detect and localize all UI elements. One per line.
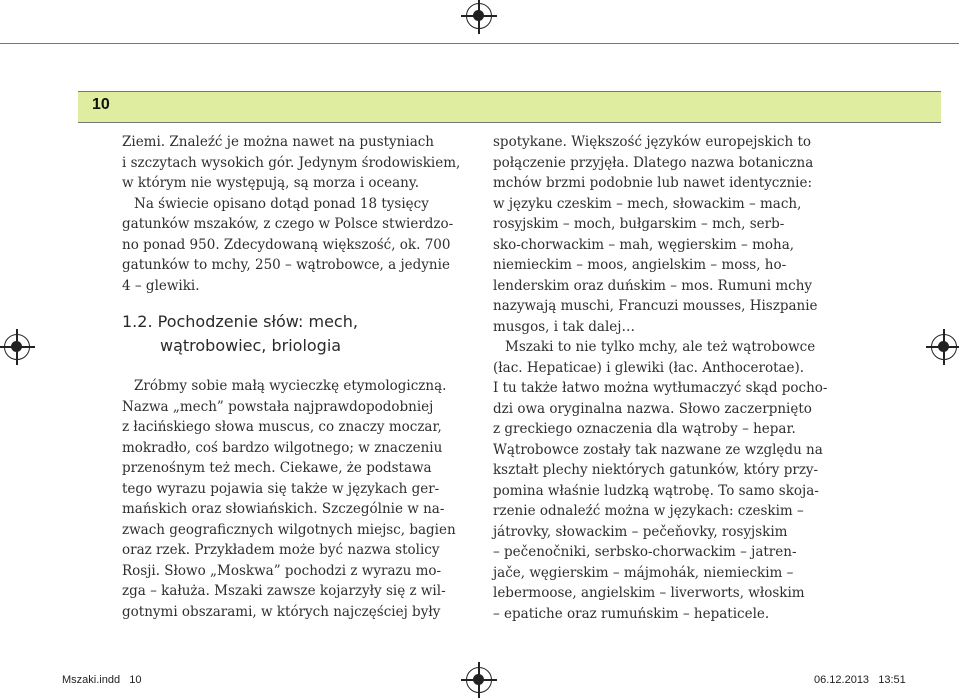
text-line: spotykane. Większość języków europejskich to — [493, 134, 811, 150]
text-line: i szczytach wysokich gór. Jedynym środowiskiem, — [122, 154, 461, 171]
text-line: – pečenočniki, serbsko-chorwackim – jatren- — [493, 544, 797, 560]
header-band — [78, 91, 941, 123]
text-line: sko-chorwackim – mah, węgierskim – moha, — [493, 236, 795, 253]
section-heading-line: wątrobowiec, briologia — [160, 336, 342, 355]
text-line: Nazwa „mech” powstała najprawdopodobniej — [122, 398, 434, 415]
text-line: oraz rzek. Przykładem może być nazwa stolicy — [122, 542, 440, 558]
left-column — [122, 132, 472, 622]
text-line: rosyjskim – moch, bułgarskim – mch, serb- — [493, 216, 785, 232]
text-line: z greckiego oznaczenia dla wątroby – hepar. — [493, 421, 796, 437]
text-line: Ziemi. Znaleźć je można nawet na pustyniach — [122, 134, 434, 150]
section-heading — [122, 310, 472, 358]
text-line: zga – kałuża. Mszaki zawsze kojarzyły się z wil- — [122, 583, 446, 599]
text-line: w którym nie występują, są morza i oceany. — [122, 175, 419, 191]
text-line: zwach geograficznych wilgotnych miejsc, bagien — [122, 521, 456, 538]
page-number: 10 — [92, 96, 110, 113]
text-line: dzi owa oryginalna nazwa. Słowo zaczerpnięto — [493, 400, 812, 417]
text-line: z łacińskiego słowa muscus, co znaczy moczar, — [122, 419, 442, 435]
text-line: mokradło, coś bardzo wilgotnego; w znaczeniu — [122, 439, 443, 456]
text-line: Na świecie opisano dotąd ponad 18 tysięcy — [134, 195, 429, 212]
text-line: (łac. Hepaticae) i glewiki (łac. Anthocerotae). — [493, 359, 805, 376]
text-line: niemieckim – moos, angielskim – moss, ho- — [493, 257, 787, 273]
text-line: gatunków mszaków, z czego w Polsce stwierdzo- — [122, 216, 454, 232]
text-line: – epatiche oraz rumuńskim – hepaticele. — [493, 605, 770, 622]
text-line: jače, węgierskim – májmohák, niemieckim – — [493, 564, 794, 581]
text-line: mchów brzmi podobnie lub nawet identycznie: — [493, 175, 812, 191]
registration-mark-icon — [466, 3, 492, 29]
text-line: połączenie przyjęła. Dlatego nazwa botaniczna — [493, 154, 814, 171]
text-line: rzenie odnaleźć można w językach: czeskim – — [493, 503, 804, 519]
text-line: I tu także łatwo można wytłumaczyć skąd pocho- — [493, 380, 828, 396]
text-line: musgos, i tak dalej… — [493, 318, 635, 335]
text-line: no ponad 950. Zdecydowaną większość, ok. 700 — [122, 236, 451, 253]
text-line: Mszaki to nie tylko mchy, ale też wątrobowce — [505, 339, 816, 355]
text-line: mańskich oraz słowiańskich. Szczególnie w na- — [122, 501, 445, 517]
text-line: w języku czeskim – mech, słowackim – mach, — [493, 195, 802, 212]
text-line: Zróbmy sobie małą wycieczkę etymologiczną. — [134, 378, 447, 394]
text-line: Wątrobowce zostały tak nazwane ze względu na — [493, 441, 823, 458]
footer-timestamp: 06.12.2013 13:51 — [814, 674, 906, 686]
text-line: lebermoose, angielskim – liverworts, włoskim — [493, 585, 805, 601]
text-line: lenderskim oraz duńskim – mos. Rumuni mchy — [493, 277, 813, 294]
registration-mark-icon — [466, 667, 492, 693]
footer-file-slug: Mszaki.indd 10 — [62, 674, 142, 686]
text-line: 4 – glewiki. — [122, 277, 200, 294]
text-line: gotnymi obszarami, w których najczęściej były — [122, 603, 441, 620]
registration-mark-icon — [4, 334, 30, 360]
paragraph — [122, 194, 472, 297]
text-line: tego wyrazu pojawia się także w językach ger- — [122, 480, 440, 497]
right-column — [493, 132, 838, 624]
text-line: przenośnym też mech. Ciekawe, że podstawa — [122, 460, 432, 476]
text-line: pomina właśnie ludzką wątrobę. To samo skoja- — [493, 482, 819, 499]
section-heading-line: 1.2. Pochodzenie słów: mech, — [122, 312, 358, 331]
crop-rule — [0, 43, 959, 44]
text-line: gatunków to mchy, 250 – wątrobowce, a jedynie — [122, 257, 450, 273]
registration-mark-icon — [931, 334, 957, 360]
text-line: kształt plechy niektórych gatunków, który przy- — [493, 462, 819, 478]
text-line: játrovky, słowackim – pečeňovky, rosyjskim — [493, 523, 788, 540]
paragraph — [122, 376, 472, 622]
paragraph — [122, 132, 472, 194]
text-line: Rosji. Słowo „Moskwa” pochodzi z wyrazu mo- — [122, 562, 442, 579]
text-line: nazywają muschi, Francuzi mousses, Hiszpanie — [493, 298, 818, 314]
